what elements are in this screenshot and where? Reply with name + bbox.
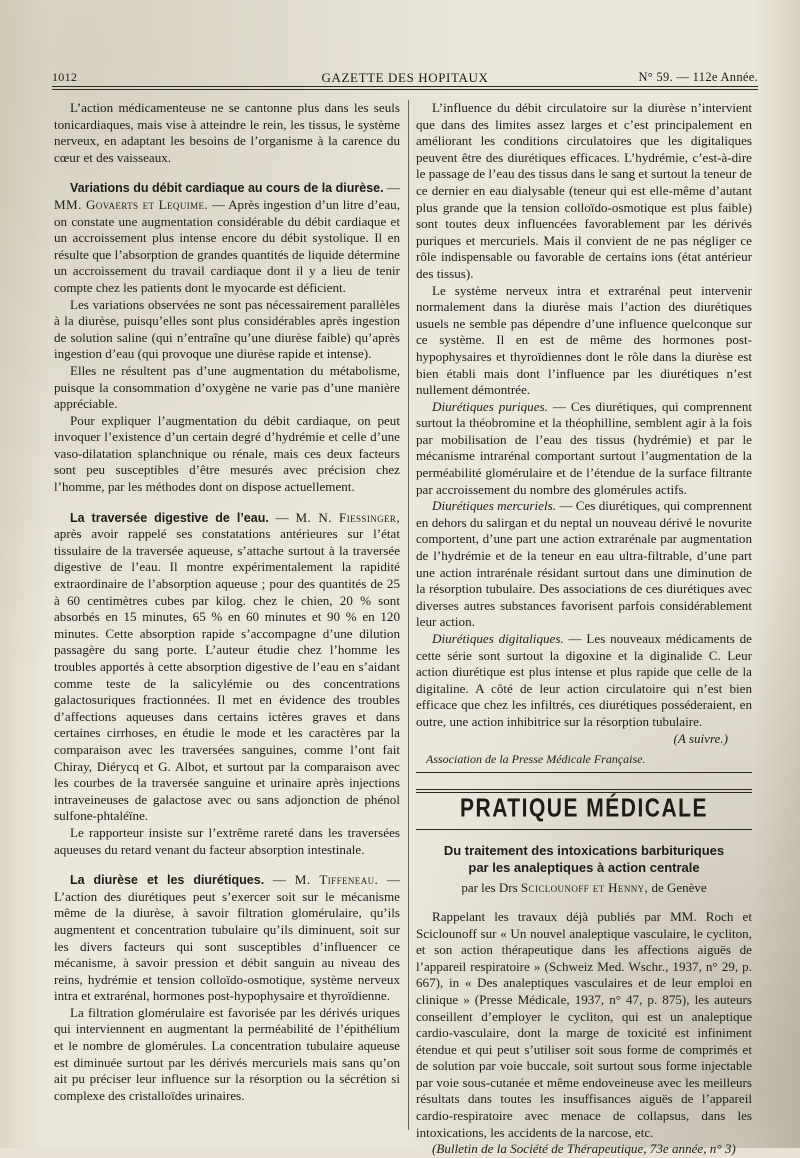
subsection-lead: Diurétiques digitaliques. bbox=[432, 631, 564, 646]
section-authors: M. Tiffeneau. bbox=[294, 872, 379, 888]
issue-info: N° 59. — 112e Année. bbox=[638, 70, 758, 84]
column-divider bbox=[408, 100, 409, 1130]
paragraph: Diurétiques puriques. — Ces diurétiques, qui comprennent surtout la théobromine et la théophilline, semblent agir à la fois par mobilisation de l’eau des tissus (hydrémie) et par le mécanisme intrarénal comportant surtout l’augmentation de la perméabilité glomérulaire et de l’étendue de la surface filtrante par accroissement du nombre des glomérules actifs. bbox=[416, 398, 753, 497]
intro-paragraph: L’action médicamenteuse ne se cantonne plus dans les seuls tonicardiaques, mais vise à atteindre le rein, les tissus, le système nerveux, en adaptant les besoins de l’organisme à la carence du cœur et des vaisseaux. bbox=[54, 100, 400, 165]
section-heading: La diurèse et les diurétiques. bbox=[70, 873, 265, 888]
paragraph: Le système nerveux intra et extrarénal peut intervenir normalement dans la diurèse mais l’action des diurétiques usuels ne semble pas dépendre d’une influence quelconque sur ce système. Il en est de même des hormones post-hypophysaires et thyroïdiennes dont le rôle dans la diurèse est bien établi mais dont l’influence par les diurétiques n’est nullement démontrée. bbox=[416, 282, 752, 398]
paragraph: Diurétiques mercuriels. — Ces diurétiques, qui comprennent en dehors du salirgan et du neptal un nouveau dérivé le novurite comportent, d’une part une action extrarénale par augmentation de l’hydrémie et de la teneur en eau ultra-filtrable, d’une part une action intrarénale résidant surtout dans une diminution de la résorption tubulaire. Des associations de ces diurétiques avec diverses autres substances favorisent parfois considérablement leur action. bbox=[416, 498, 752, 630]
section-diurese-p1: La diurèse et les diurétiques. — M. Tiffeneau. — L’action des diurétiques peut s’exercer soit sur le mécanisme même de la diurèse, à savoir filtration glomérulaire, qu’ils augmentent et concentration tubulaire qu’ils diminuent, soit sur les divers facteurs qui sont susceptibles d’influencer ce mécanisme, à savoir pression et débit sanguin au niveau des reins, hydrémie et tension colloïdo-osmotique, système nerveux intra et extrarénal, hormones post-hypophysaire et thyroïdienne. bbox=[54, 872, 401, 1004]
article-title: Du traitement des intoxications barbituriques par les analeptiques à action centrale bbox=[443, 843, 725, 876]
article-byline: par les Drs Sciclounoff et Henny, de Genève bbox=[461, 880, 707, 896]
paragraph: Le rapporteur insiste sur l’extrême rareté dans les traversées aqueuses du retard venant du facteur absorption intestinale. bbox=[54, 824, 400, 857]
association-signature: Association de la Presse Médicale Française. bbox=[426, 752, 646, 767]
paragraph: Les variations observées ne sont pas nécessairement parallèles à la diurèse, puisqu’elles sont plus considérables après ingestion de solution saline (qui n’entraîne qu’une diurèse faible) qu’après ingestion d’eau (qui provoque une diurèse rapide et intense). bbox=[54, 296, 400, 362]
section-variations-p1: Variations du débit cardiaque au cours de la diurèse. — MM. Govaerts et Lequime. — Après ingestion d’un litre d’eau, on constate une augmentation considérable du débit cardiaque et un accroissement plus intense encore du débit systolique. Il en résulte que l’absorption de grandes quantités de liquide détermine un accroissement du travail cardiaque dont il y a lieu de tenir compte chez les patients dont le myocarde est déficient. bbox=[54, 180, 400, 295]
section-title: PRATIQUE MÉDICALE bbox=[460, 793, 708, 823]
section-heading: La traversée digestive de l’eau. bbox=[70, 510, 269, 525]
paragraph: Rappelant les travaux déjà publiés par MM. Roch et Sciclounoff sur « Un nouvel analeptique vasculaire, le cycliton, et son action thérapeutique dans les affections aiguës de l’appareil respiratoire » (Schweiz Med. Wschr., 1937, n° 29, p. 667), in « Des analeptiques vasculaires et de leur emploi en clinique » (Presse Médicale, 1937, n° 47, p. 875), les auteurs conseillent d’employer le cycliton, qui est un analeptique cardio-vasculaire, dont la marge de toxicité est infiniment étendue et qui peut s’utiliser soit sous forme de comprimés et de solution par voie buccale, soit surtout sous forme injectable par voie sous-cutanée et même endoveineuse avec les meilleurs résultats dans toutes les insuffisances aiguës de l’appareil cardio-respiratoire avec menace de collapsus, dans les intoxications, les accidents de la narcose, etc. bbox=[416, 908, 752, 1140]
paragraph: Elles ne résultent pas d’une augmentation du métabolisme, puisque la consommation d’oxygène ne varie pas d’une manière appréciable. bbox=[54, 362, 400, 412]
section-rule-top-thin bbox=[416, 792, 752, 793]
subsection-lead: Diurétiques mercuriels. bbox=[432, 498, 556, 514]
citation: (Bulletin de la Société de Thérapeutique, 73e année, n° 3) bbox=[432, 1141, 736, 1157]
section-traversee-p1: La traversée digestive de l’eau. — M. N. Fiessinger, après avoir rappelé ses constatations antérieures sur l’état tissulaire de la traversée aqueuse, s’attache surtout à la traversée digestive de l’eau. Il montre expérimentalement la rapidité extraordinaire de l’absorption aqueuse ; pour des quantités de 25 à 60 centimètres cubes par kilog. chez le chien, 20 % sont absorbés en 15 minutes, 65 % en 60 minutes et 90 % en 120 minutes. Cette absorption rapide s’accompagne d’une dilution passagère du sang porte. L’auteur étudie chez l’homme les troubles apportés à cette absorption digestive de l’eau en s’aidant comme teste de la salicylémie ou des concentrations galactosuriques fractionnées. Il met en évidence des troubles d’affections aqueuses dans certains ictères graves et dans certaines cirrhoses, en étudie le mode et les caractères par la comparaison avec les traversées sanguines, comme l’ont fait Chiray, Diérycq et G. Albot, et surtout par la comparaison avec les courbes de la traversée sanguine et urinaire après injections intraveineuses de galactose avec ou sans adjonction de phénol sulfone-phtaléïne. bbox=[54, 509, 400, 824]
journal-title: GAZETTE DES HOPITAUX bbox=[321, 70, 489, 85]
section-rule-top bbox=[416, 789, 752, 790]
section-heading: Variations du débit cardiaque au cours de la diurèse. bbox=[70, 181, 384, 196]
left-column bbox=[54, 100, 400, 1140]
paragraph: Pour expliquer l’augmentation du débit cardiaque, on peut invoquer l’existence d’un certain degré d’hydrémie et celle d’une vaso-dilatation splanchnique ou rénale, mais ces deux facteurs sont peu susceptibles d’être mesurés avec précision chez l’homme, par les méthodes dont on dispose actuellement. bbox=[54, 412, 400, 495]
section-authors: MM. Govaerts et Lequime. bbox=[54, 196, 209, 212]
signature-rule bbox=[416, 772, 752, 773]
subsection-lead: Diurétiques puriques. bbox=[432, 398, 548, 414]
page-header bbox=[52, 68, 758, 88]
paragraph: Diurétiques digitaliques. — Les nouveaux médicaments de cette série sont surtout la digoxine et la diginalide C. Leur action diurétique est plus intense et plus rapide que celle de la digitaline. A côté de leur action circulatoire qui n’est bien efficace que chez les infiltrés, ces diurétiques posséderaient, en outre, une action inhibitrice sur la résorption tubulaire. bbox=[416, 631, 752, 729]
paragraph: L’influence du débit circulatoire sur la diurèse n’intervient que dans des limites assez larges et c’est principalement en améliorant les conditions circulatoires que les digitaliques peuvent être des diurétiques efficaces. L’hydrémie, c’est-à-dire le passage de l’eau des tissus dans le sang et surtout la teneur de ce dernier en eau dialysable (teneur qui est elle-même d’autant plus grande que la tension colloïdo-osmotique est plus faible) sont toutes deux influencées favorablement par les dérivés puriques et mercuriels. Mais il convient de ne pas négliger ce rôle indispensable ou favorable de certains ions (état antérieur des tissus). bbox=[416, 100, 752, 281]
section-authors: M. N. Fiessinger, bbox=[295, 509, 400, 525]
paragraph: La filtration glomérulaire est favorisée par les dérivés uriques qui interviennent en augmentant la perméabilité de l’épithélium et le nombre de glomérules. La concentration tubulaire aqueuse est diminuée surtout par les dérivés mercuriels mais sans qu’on ait pu préciser leur influence sur la résorption ou la sécrétion si complexe des cristalloïdes urinaires. bbox=[54, 1004, 400, 1103]
byline-authors: Sciclounoff et Henny, bbox=[520, 880, 649, 896]
right-column bbox=[416, 100, 753, 1157]
to-follow-note: (A suivre.) bbox=[673, 730, 728, 746]
header-rule-thin bbox=[52, 89, 758, 90]
section-rule-bottom bbox=[416, 829, 752, 830]
page-number: 1012 bbox=[52, 70, 78, 84]
header-rule bbox=[52, 86, 758, 87]
